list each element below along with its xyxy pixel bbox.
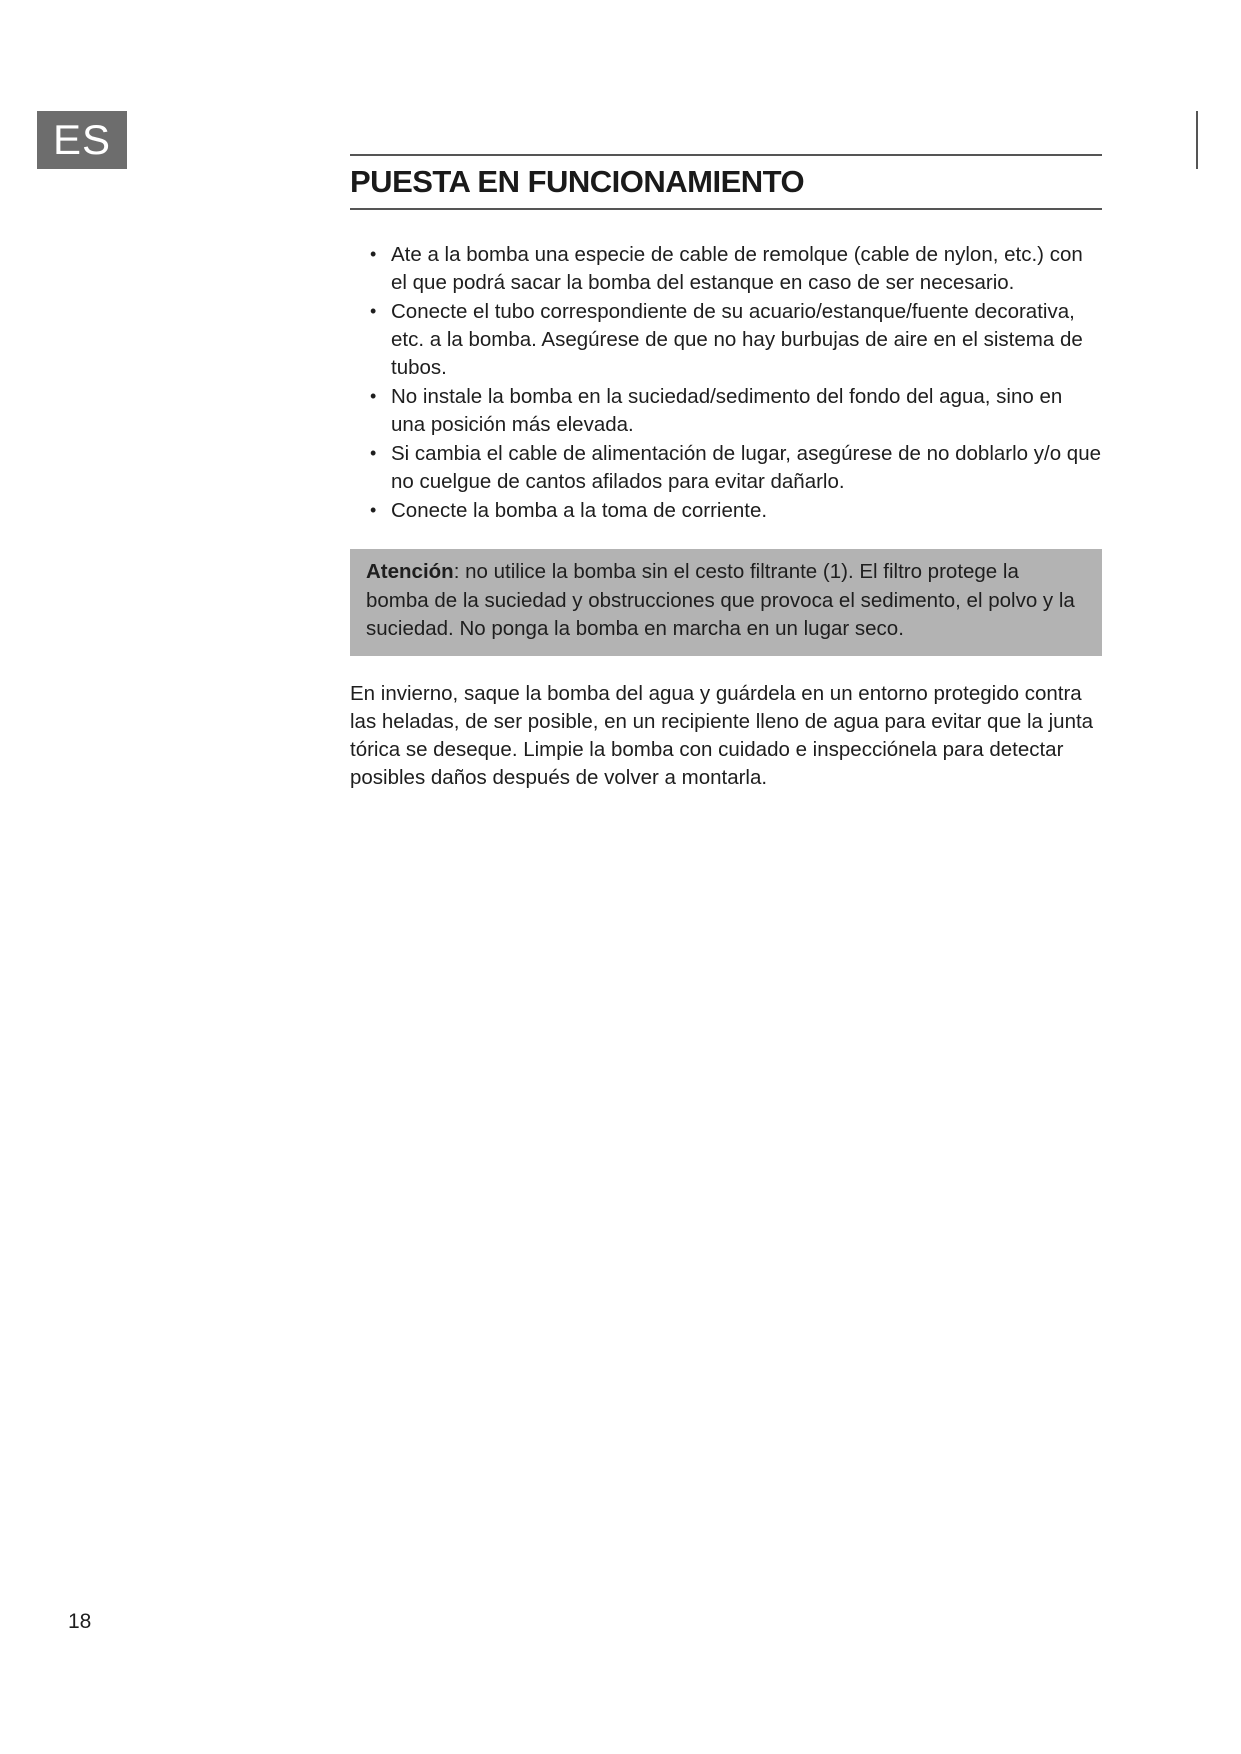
warning-notice-box bbox=[350, 549, 1102, 656]
list-item-text: Si cambia el cable de alimentación de lugar, asegúrese de no doblarlo y/o que no cuelgue de cantos afilados para evitar dañarlo. bbox=[391, 442, 1101, 493]
bullet-icon: • bbox=[370, 443, 377, 463]
title-bottom-rule bbox=[350, 208, 1102, 210]
list-item bbox=[350, 439, 1102, 496]
title-top-rule bbox=[350, 154, 1102, 156]
bullet-icon: • bbox=[370, 386, 377, 406]
language-tab: ES bbox=[37, 111, 127, 169]
list-item bbox=[350, 240, 1102, 297]
list-item-text: Ate a la bomba una especie de cable de remolque (cable de nylon, etc.) con el que podrá sacar la bomba del estanque en caso de ser necesario. bbox=[391, 243, 1083, 294]
instruction-list bbox=[350, 240, 1102, 525]
section-title: PUESTA EN FUNCIONAMIENTO bbox=[350, 164, 805, 199]
notice-text: : no utilice la bomba sin el cesto filtrante (1). El filtro protege la bomba de la suciedad y obstrucciones que provoca el sedimento, el polvo y la suciedad. No ponga la bomba en marcha en un lugar seco. bbox=[366, 560, 1075, 640]
list-item-text: No instale la bomba en la suciedad/sedimento del fondo del agua, sino en una posición más elevada. bbox=[391, 385, 1063, 436]
bullet-icon: • bbox=[370, 301, 377, 321]
notice-label: Atención bbox=[366, 560, 454, 583]
list-item bbox=[350, 382, 1102, 439]
bullet-icon: • bbox=[370, 244, 377, 264]
list-item bbox=[350, 496, 1102, 525]
bullet-icon: • bbox=[370, 500, 377, 520]
page-number: 18 bbox=[68, 1610, 92, 1633]
list-item-text: Conecte la bomba a la toma de corriente. bbox=[391, 499, 768, 522]
winter-storage-paragraph: En invierno, saque la bomba del agua y guárdela en un entorno protegido contra las heladas, de ser posible, en un recipiente lleno de agua para evitar que la junta tórica se deseque. Limpie la bomba con cuidado e inspecciónela para detectar posibles daños después de volver a montarla. bbox=[350, 681, 1094, 789]
page-edge-marker bbox=[1196, 111, 1198, 169]
section-content bbox=[350, 154, 1102, 792]
list-item-text: Conecte el tubo correspondiente de su acuario/estanque/fuente decorativa, etc. a la bomba. Asegúrese de que no hay burbujas de aire en el sistema de tubos. bbox=[391, 300, 1083, 379]
list-item bbox=[350, 297, 1102, 382]
